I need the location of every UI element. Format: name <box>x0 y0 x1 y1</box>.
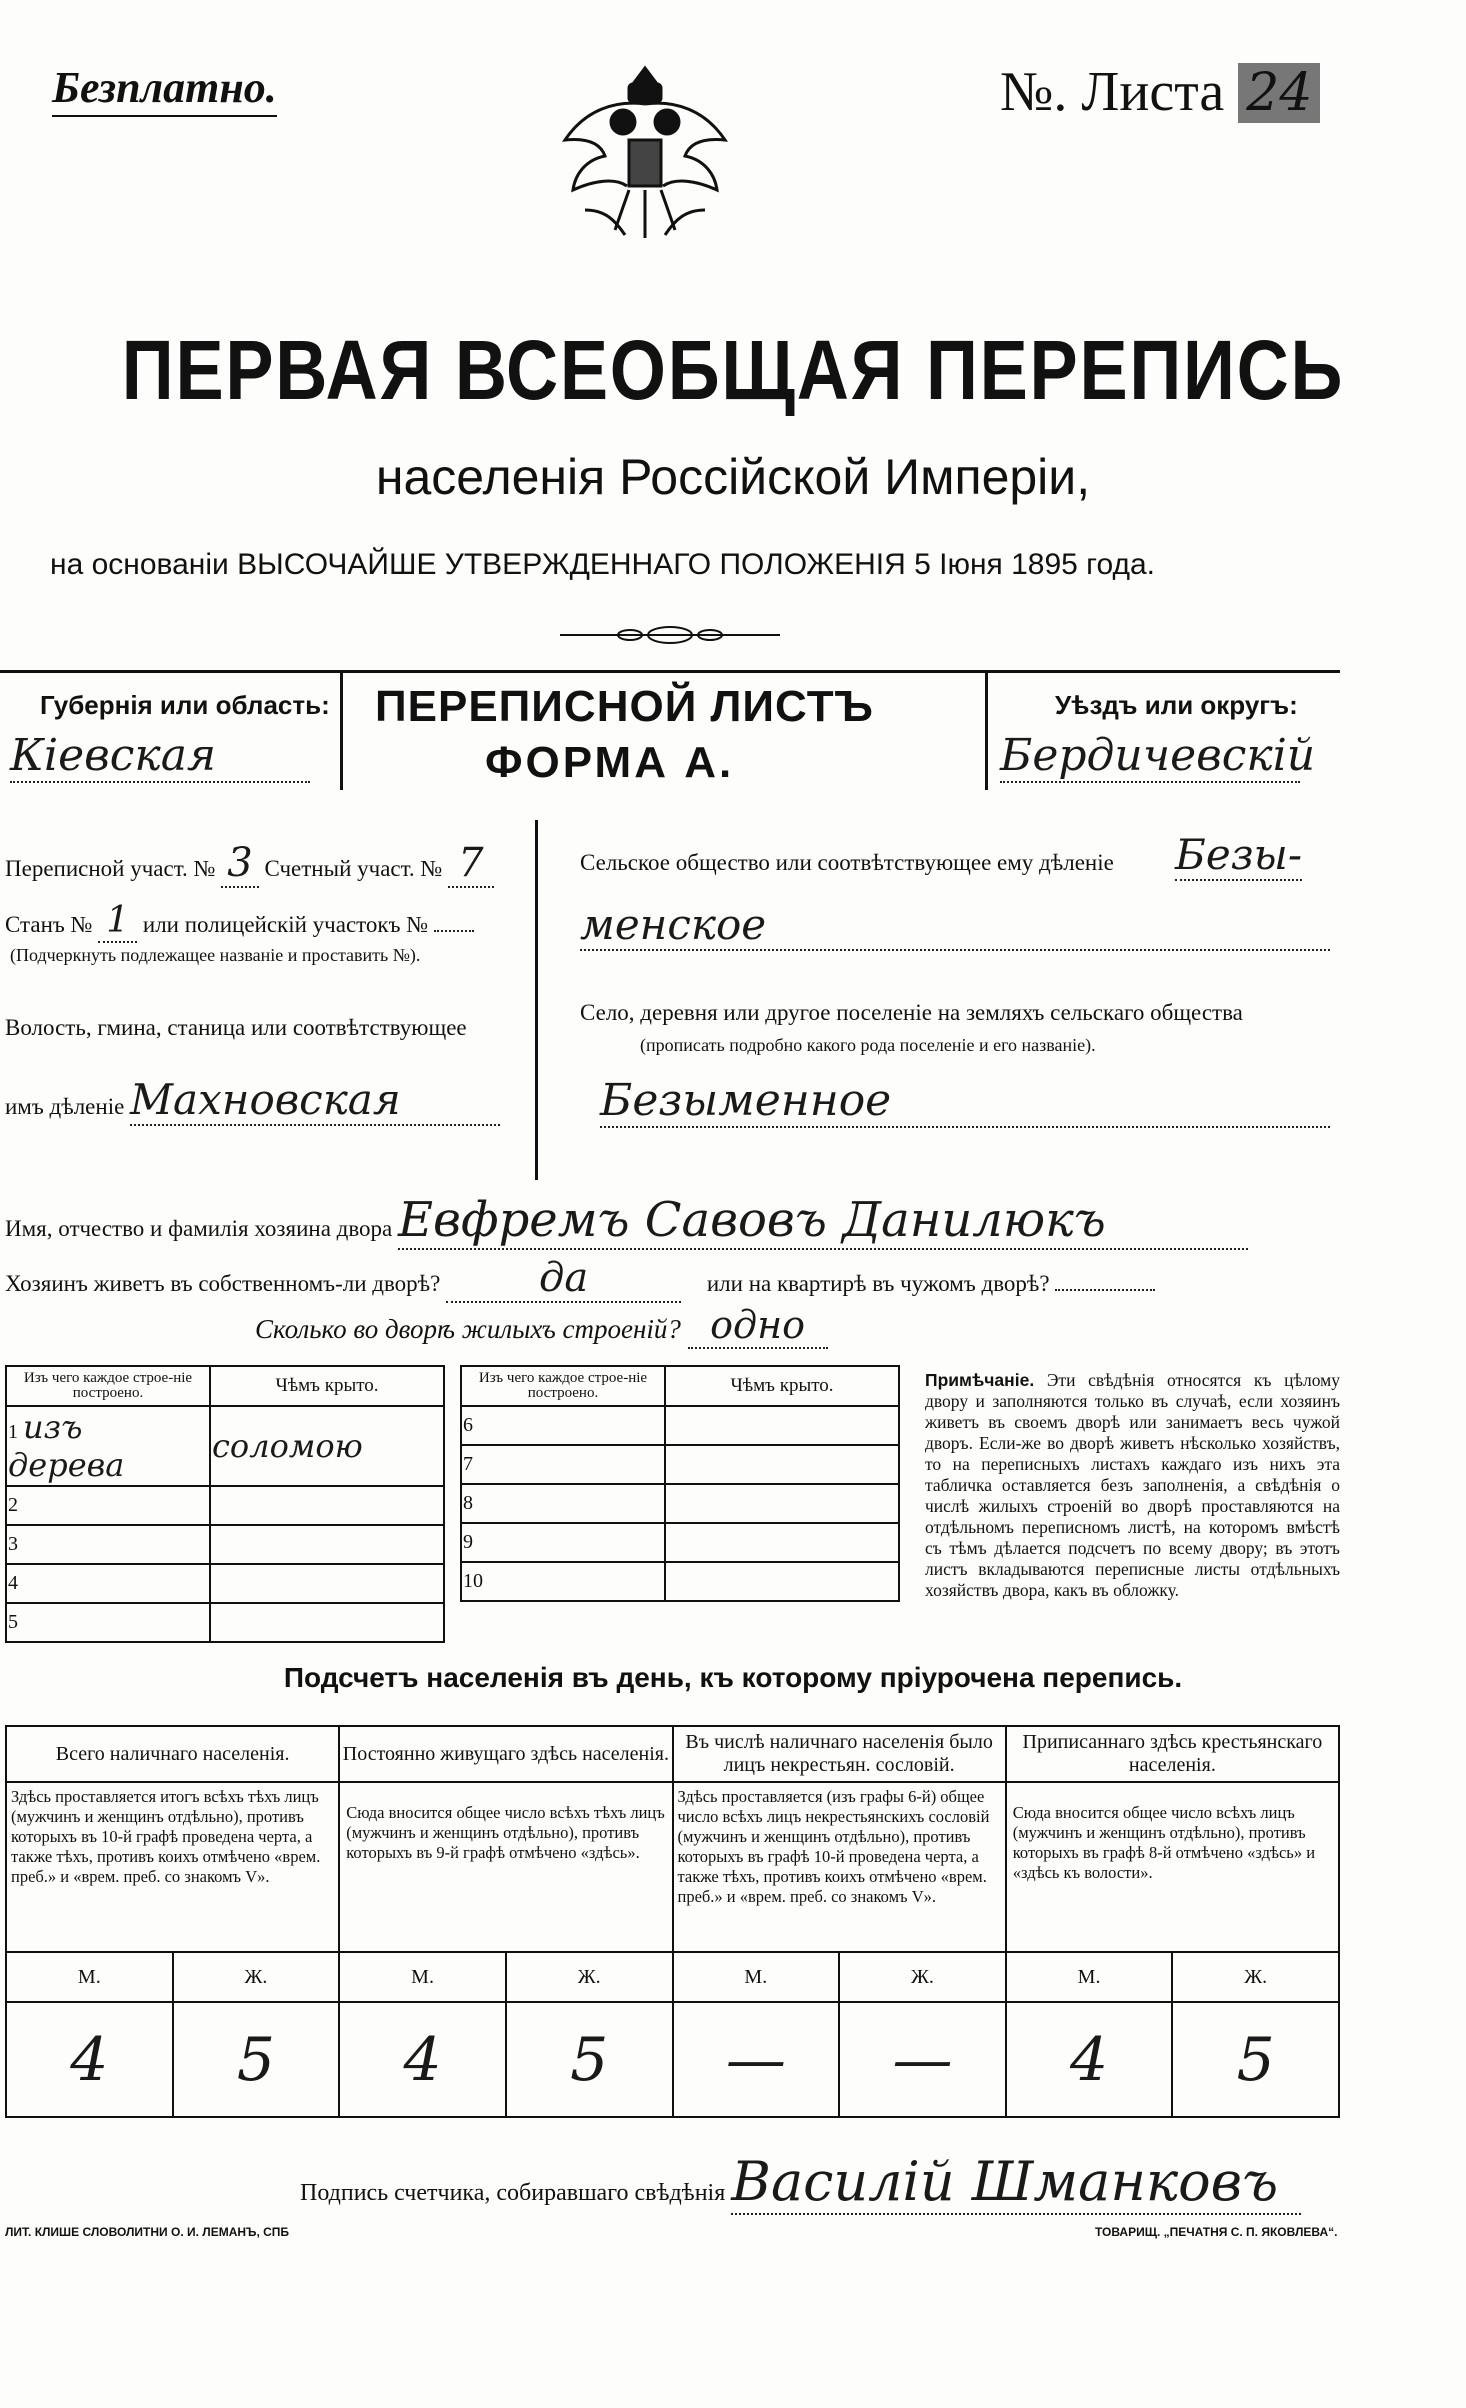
building-row-roof <box>210 1603 444 1642</box>
pop-m-header: М. <box>339 1952 506 2002</box>
pop-f-value: — <box>839 2002 1006 2117</box>
owner-lives-value: да <box>446 1255 681 1303</box>
buildings-table-left <box>5 1365 445 1643</box>
pop-col-title: Постоянно живущаго здѣсь населенія. <box>339 1726 672 1782</box>
gubernia-label: Губернія или область: <box>40 690 330 720</box>
form-title: ПЕРЕПИСНОЙ ЛИСТЪ <box>375 682 874 731</box>
pop-col-title: Всего наличнаго населенія. <box>6 1726 339 1782</box>
pop-col-desc: Сюда вносится общее число всѣхъ лицъ (мужчинъ и женщинъ отдѣльно), противъ которыхъ въ графѣ 8-й отмѣчено «здѣсь» и «здѣсь къ волости». <box>1006 1782 1339 1952</box>
pop-f-header: Ж. <box>839 1952 1006 2002</box>
sheet-number-label: №. Листа <box>1000 61 1225 123</box>
building-row-material: 6 <box>461 1406 665 1445</box>
schetny-value: 7 <box>448 840 493 888</box>
top-rule <box>0 670 1340 673</box>
population-heading: Подсчетъ населенія въ день, къ которому пріурочена перепись. <box>283 1662 1183 1693</box>
building-row-material: 2 <box>6 1486 210 1525</box>
footer-left: ЛИТ. КЛИШЕ СЛОВОЛИТНИ О. И. ЛЕМАНЪ, СПБ <box>5 2225 290 2239</box>
pop-col-desc: Сюда вносится общее число всѣхъ тѣхъ лицъ (мужчинъ и женщинъ отдѣльно), противъ которыхъ въ 9-й графѣ отмѣчено «здѣсь». <box>339 1782 672 1952</box>
building-row-material: 9 <box>461 1523 665 1562</box>
note-text: Эти свѣдѣнія относятся къ цѣлому двору и заполняются только въ случаѣ, если хозяинъ живетъ въ своемъ дворѣ или занимаетъ весь чужой дворъ. Если-же во дворѣ живетъ нѣсколько хозяйствъ, то на переписныхъ листахъ каждаго изъ нихъ эта табличка оставляется безъ заполненія, а свѣдѣнія о числѣ жилыхъ строеній во дворѣ проставляются на отдѣльномъ переписномъ листѣ, на которомъ вмѣстѣ съ тѣмъ дѣлается подсчетъ по всему двору; въ этотъ листъ вкладываются переписные листы отдѣльныхъ хозяйствъ двора, какъ въ обложку. <box>925 1370 1340 1600</box>
uezd-label: Уѣздъ или округъ: <box>1055 690 1298 720</box>
perepis-uchast <box>5 840 494 886</box>
volost-value: Махновская <box>130 1075 500 1126</box>
stan-suffix: или полицейскій участокъ № <box>142 912 429 937</box>
pop-col-title: Въ числѣ наличнаго населенія было лицъ некрестьян. сословій. <box>673 1726 1006 1782</box>
building-row-roof <box>665 1484 899 1523</box>
pop-m-value: 4 <box>1006 2002 1173 2117</box>
building-row-roof <box>210 1486 444 1525</box>
note-block <box>925 1370 1340 1601</box>
pop-m-value: 4 <box>339 2002 506 2117</box>
owner-name-line <box>5 1192 1248 1250</box>
obshchestvo-value1: Безы- <box>1175 830 1303 879</box>
pop-f-header: Ж. <box>1172 1952 1339 2002</box>
form-name: ФОРМА А. <box>485 738 735 787</box>
owner-name-label: Имя, отчество и фамилія хозяина двора <box>5 1216 393 1241</box>
owner-name-value: Евфремъ Савовъ Данилюкъ <box>398 1192 1248 1250</box>
pop-f-header: Ж. <box>506 1952 673 2002</box>
pop-m-header: М. <box>673 1952 840 2002</box>
building-row-roof <box>665 1445 899 1484</box>
col-material-header: Изъ чего каждое строе-ніе построено. <box>461 1366 665 1406</box>
population-table <box>5 1725 1340 2118</box>
owner-rent-label: или на квартирѣ въ чужомъ дворѣ? <box>706 1271 1050 1296</box>
building-row-material: 10 <box>461 1562 665 1601</box>
pop-f-value: 5 <box>506 2002 673 2117</box>
basis-line: на основаніи ВЫСОЧАЙШЕ УТВЕРЖДЕННАГО ПОЛОЖЕНІЯ 5 Іюня 1895 года. <box>50 548 1156 581</box>
stan-value: 1 <box>98 900 137 943</box>
pop-m-value: — <box>673 2002 840 2117</box>
volost-label: Волость, гмина, станица или соотвѣтствующее <box>5 1015 467 1040</box>
building-row-material: 7 <box>461 1445 665 1484</box>
sheet-number <box>1000 60 1320 124</box>
box-divider-left <box>340 670 343 790</box>
signature-line <box>300 2150 1301 2215</box>
col-material-header: Изъ чего каждое строе-ніе построено. <box>6 1366 210 1406</box>
selo-label: Село, деревня или другое поселеніе на земляхъ сельскаго общества <box>580 1000 1243 1025</box>
free-label: Безплатно. <box>52 62 277 117</box>
selo-note: (прописать подробно какого рода поселеніе и его названіе). <box>640 1035 1096 1055</box>
buildings-table-right <box>460 1365 900 1602</box>
footer-right: ТОВАРИЩ. „ПЕЧАТНЯ С. П. ЯКОВЛЕВА“. <box>1095 2225 1338 2239</box>
ornament-divider <box>560 620 780 650</box>
volost-line <box>5 1075 500 1126</box>
building-row-material: 4 <box>6 1564 210 1603</box>
pop-col-desc: Здѣсь проставляется итогъ всѣхъ тѣхъ лицъ (мужчинъ и женщинъ отдѣльно), противъ которыхъ въ 10-й графѣ проведена черта, а также тѣхъ, противъ коихъ отмѣчено «врем. преб.» и «врем. преб. со знакомъ V». <box>6 1782 339 1952</box>
box-divider-right <box>985 670 988 790</box>
note-title: Примѣчаніе. <box>925 1370 1035 1390</box>
stan-note: (Подчеркнуть подлежащее названіе и проставить №). <box>10 945 421 965</box>
stan-label: Станъ № <box>5 912 93 937</box>
col-roof-header: Чѣмъ крыто. <box>210 1366 444 1406</box>
building-row-roof <box>210 1525 444 1564</box>
pop-f-header: Ж. <box>173 1952 340 2002</box>
imperial-eagle-emblem <box>545 60 745 260</box>
pop-col-desc: Здѣсь проставляется (изъ графы 6-й) общее число всѣхъ лицъ некрестьянскихъ сословій (мужчинъ и женщинъ отдѣльно), противъ которыхъ въ графѣ 10-й проведена черта, а также тѣхъ, противъ коихъ отмѣчено «врем. преб.» и «врем. преб. со знакомъ V». <box>673 1782 1006 1952</box>
building-row-material: 1 изъ дерева <box>6 1406 210 1486</box>
building-row-roof <box>210 1564 444 1603</box>
stan-line <box>5 900 474 941</box>
mid-divider <box>535 820 538 1180</box>
buildings-label: Сколько во дворѣ жилыхъ строеній? <box>255 1314 681 1344</box>
pop-f-value: 5 <box>1172 2002 1339 2117</box>
col-roof-header: Чѣмъ крыто. <box>665 1366 899 1406</box>
buildings-value: одно <box>688 1303 828 1349</box>
building-row-roof <box>665 1523 899 1562</box>
pop-col-title: Приписаннаго здѣсь крестьянскаго населенія. <box>1006 1726 1339 1782</box>
signature-label: Подпись счетчика, собиравшаго свѣдѣнія <box>300 2180 726 2206</box>
buildings-line <box>255 1303 828 1349</box>
perepis-uchast-label: Переписной участ. № <box>5 856 216 881</box>
volost-label2: имъ дѣленіе <box>5 1094 125 1119</box>
uezd-value: Бердичевскій <box>1000 730 1316 781</box>
signature-value: Василій Шманковъ <box>731 2150 1301 2215</box>
sheet-number-value: 24 <box>1238 63 1320 123</box>
building-row-material: 5 <box>6 1603 210 1642</box>
selo-value: Безыменное <box>600 1075 1330 1128</box>
building-row-roof <box>665 1406 899 1445</box>
pop-m-value: 4 <box>6 2002 173 2117</box>
perepis-uchast-value: 3 <box>221 840 258 888</box>
building-row-material: 8 <box>461 1484 665 1523</box>
building-row-material: 3 <box>6 1525 210 1564</box>
gubernia-value: Кіевская <box>10 730 310 783</box>
owner-lives-line <box>5 1255 1155 1303</box>
schetny-label: Счетный участ. № <box>264 856 443 881</box>
pop-f-value: 5 <box>173 2002 340 2117</box>
page-subtitle: населенія Россійской Имперіи, <box>375 449 1091 505</box>
pop-m-header: М. <box>6 1952 173 2002</box>
building-row-roof: соломою <box>210 1406 444 1486</box>
pop-m-header: М. <box>1006 1952 1173 2002</box>
owner-lives-label: Хозяинъ живетъ въ собственномъ-ли дворѣ? <box>5 1271 441 1296</box>
building-row-roof <box>665 1562 899 1601</box>
page-title: ПЕРВАЯ ВСЕОБЩАЯ ПЕРЕПИСЬ <box>121 323 1345 417</box>
obshchestvo-label: Сельское общество или соотвѣтствующее ему дѣленіе <box>580 850 1114 875</box>
obshchestvo-value2: менское <box>580 900 1330 951</box>
